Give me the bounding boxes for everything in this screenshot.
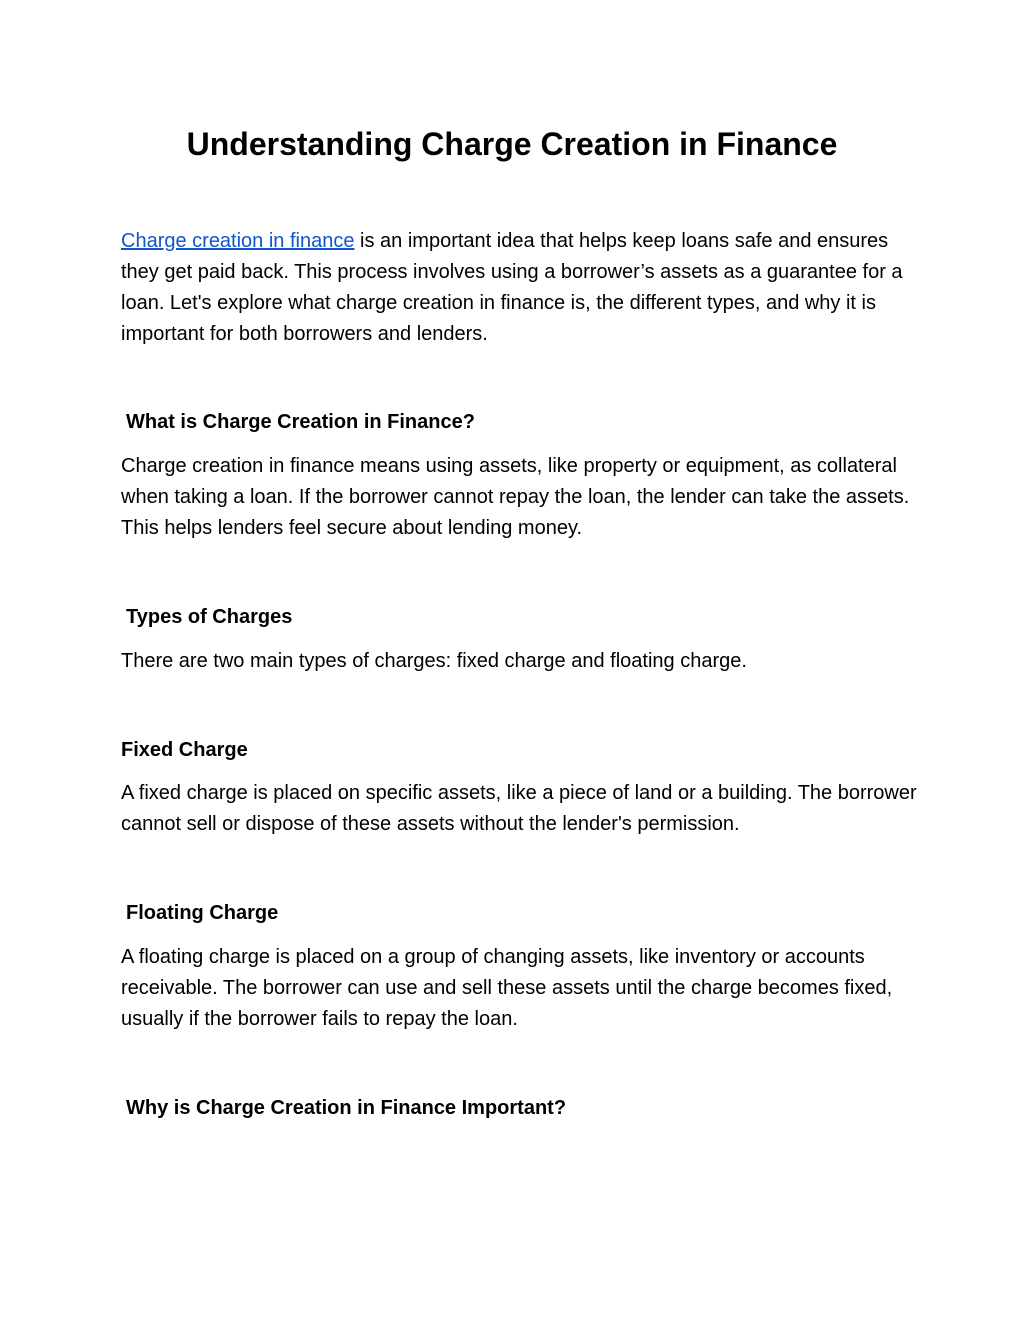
section-body-fixed-charge: A fixed charge is placed on specific assets, like a piece of land or a building. The borrower cannot sell or dispose of these assets without the lender's permission. (121, 782, 917, 835)
section-heading-what-is: What is Charge Creation in Finance? (126, 411, 475, 433)
page-title: Understanding Charge Creation in Finance (186, 126, 838, 162)
intro-text: is an important idea that helps keep loans safe and ensures they get paid back. This process involves using a borrower’s assets as a guarantee for a loan. Let's explore what charge creation in finance is, the different types, and why it is important for both borrowers and lenders. (121, 230, 903, 345)
section-heading-fixed-charge: Fixed Charge (121, 739, 248, 761)
section-heading-floating-charge: Floating Charge (126, 902, 279, 924)
section-body-what-is: Charge creation in finance means using assets, like property or equipment, as collateral when taking a loan. If the borrower cannot repay the loan, the lender can take the assets. This helps lenders feel secure about lending money. (121, 455, 910, 539)
charge-creation-link[interactable]: Charge creation in finance (121, 230, 355, 252)
section-heading-why-important: Why is Charge Creation in Finance Important? (126, 1097, 567, 1119)
section-body-floating-charge: A floating charge is placed on a group of changing assets, like inventory or accounts receivable. The borrower can use and sell these assets until the charge becomes fixed, usually if the borrower fails to repay the loan. (121, 946, 893, 1030)
section-body-types: There are two main types of charges: fixed charge and floating charge. (121, 650, 747, 672)
section-heading-types: Types of Charges (126, 606, 293, 628)
intro-paragraph (121, 226, 921, 350)
